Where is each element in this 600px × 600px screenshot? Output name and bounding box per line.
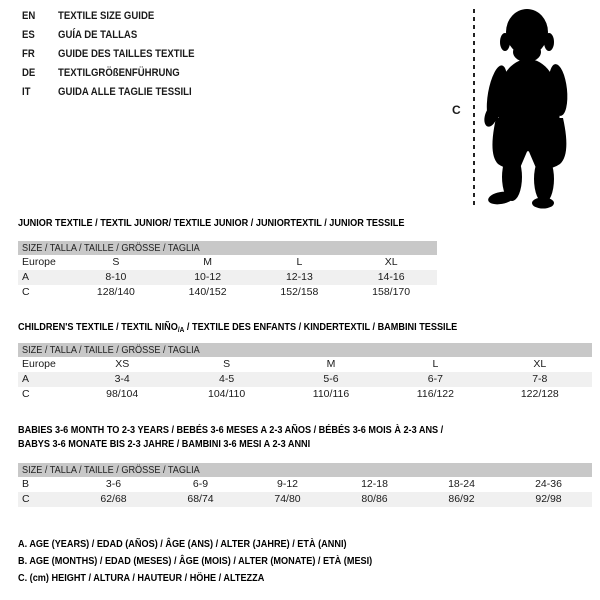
row-label: A	[22, 271, 30, 283]
language-code: IT	[22, 86, 31, 98]
language-row	[22, 26, 215, 45]
cell: 9-12	[276, 478, 298, 490]
language-code: DE	[22, 67, 36, 79]
cell: M	[326, 358, 336, 370]
language-title: TEXTILE SIZE GUIDE	[58, 10, 155, 22]
cell: XL	[384, 256, 398, 268]
language-code: FR	[22, 48, 35, 60]
table-row	[18, 270, 437, 285]
size-header-bar: SIZE / TALLA / TAILLE / GRÖSSE / TAGLIA	[18, 463, 592, 477]
cell: S	[112, 256, 120, 268]
cell: L	[432, 358, 439, 370]
table-row	[18, 285, 437, 300]
table-row	[18, 255, 437, 270]
table-row	[18, 357, 592, 372]
cell: 6-9	[192, 478, 209, 490]
row-label: C	[22, 493, 30, 505]
cell: 3-4	[114, 373, 130, 385]
cell: 24-36	[535, 478, 562, 490]
cell: 10-12	[194, 271, 222, 283]
cell: XL	[533, 358, 547, 370]
language-row	[22, 7, 215, 26]
size-header-bar: SIZE / TALLA / TAILLE / GRÖSSE / TAGLIA	[18, 241, 437, 255]
row-label: A	[22, 373, 30, 385]
cell: 12-13	[285, 271, 313, 283]
cell: 128/140	[96, 286, 135, 298]
language-title: GUÍA DE TALLAS	[58, 29, 138, 41]
row-label: Europe	[22, 256, 56, 268]
size-header-bar: SIZE / TALLA / TAILLE / GRÖSSE / TAGLIA	[18, 343, 592, 357]
language-code: EN	[22, 10, 36, 22]
language-row	[22, 45, 215, 64]
cell: 12-18	[361, 478, 388, 490]
language-row	[22, 83, 215, 102]
row-label: C	[22, 286, 30, 298]
cell: 122/128	[520, 388, 559, 400]
cell: 140/152	[188, 286, 227, 298]
cell: M	[203, 256, 212, 268]
babies-size-table	[18, 463, 592, 507]
babies-table-title: BABIES 3-6 MONTH TO 2-3 YEARS / BEBÉS 3-6 MESES A 2-3 AÑOS / BÉBÉS 3-6 MOIS À 2-3 ANS / BABYS 3-6 MONATE BIS 2-3 JAHRE / BAMBINI 3-6 MESI A 2-3 ANNI	[18, 424, 444, 450]
cell: 98/104	[106, 388, 139, 400]
junior-table-title: JUNIOR TEXTILE / TEXTIL JUNIOR/ TEXTILE JUNIOR / JUNIORTEXTIL / JUNIOR TESSILE	[18, 217, 405, 229]
cell: 7-8	[532, 373, 548, 385]
table-row	[18, 372, 592, 387]
language-list	[22, 7, 215, 102]
cell: 14-16	[377, 271, 405, 283]
measure-legend	[18, 536, 425, 587]
legend-line-a: A. AGE (YEARS) / EDAD (AÑOS) / ÂGE (ANS) / ALTER (JAHRE) / ETÀ (ANNI)	[18, 538, 347, 550]
legend-line-b: B. AGE (MONTHS) / EDAD (MESES) / ÂGE (MOIS) / ALTER (MONATE) / ETÀ (MESI)	[18, 555, 373, 567]
table-row	[18, 387, 592, 402]
cell: S	[223, 358, 231, 370]
cell: 116/122	[416, 388, 454, 400]
row-label: B	[22, 478, 30, 490]
language-row	[22, 64, 215, 83]
language-title: TEXTILGRÖßENFÜHRUNG	[58, 67, 180, 79]
table-row	[18, 492, 592, 507]
cell: 92/98	[535, 493, 562, 505]
row-label: Europe	[22, 358, 56, 370]
cell: XS	[115, 358, 130, 370]
row-label: C	[22, 388, 30, 400]
cell: 158/170	[372, 286, 411, 298]
cell: 4-5	[219, 373, 235, 385]
cell: 86/92	[448, 493, 475, 505]
cell: 6-7	[427, 373, 443, 385]
cell: 110/116	[312, 388, 350, 400]
cell: 152/158	[280, 286, 319, 298]
height-measure-line	[473, 9, 475, 206]
junior-size-table	[18, 241, 437, 300]
table-row	[18, 477, 592, 492]
cell: 80/86	[361, 493, 388, 505]
height-measure-label: C	[452, 103, 461, 117]
cell: 5-6	[323, 373, 339, 385]
language-code: ES	[22, 29, 35, 41]
language-title: GUIDA ALLE TAGLIE TESSILI	[58, 86, 192, 98]
language-title: GUIDE DES TAILLES TEXTILE	[58, 48, 195, 60]
cell: 68/74	[187, 493, 214, 505]
cell: 8-10	[105, 271, 127, 283]
cell: 74/80	[274, 493, 301, 505]
cell: 104/110	[208, 388, 246, 400]
cell: 3-6	[105, 478, 122, 490]
children-size-table	[18, 343, 592, 402]
cell: L	[296, 256, 303, 268]
baby-silhouette-icon	[482, 6, 600, 211]
cell: 62/68	[100, 493, 127, 505]
children-table-title: CHILDREN'S TEXTILE / TEXTIL $NIÑO_{/A}$ / TEXTILE DES ENFANTS / KINDERTEXTIL / BAMBINI TESSILE	[18, 321, 458, 334]
legend-line-c: C. (cm) HEIGHT / ALTURA / HAUTEUR / HÖHE / ALTEZZA	[18, 572, 265, 584]
cell: 18-24	[448, 478, 475, 490]
